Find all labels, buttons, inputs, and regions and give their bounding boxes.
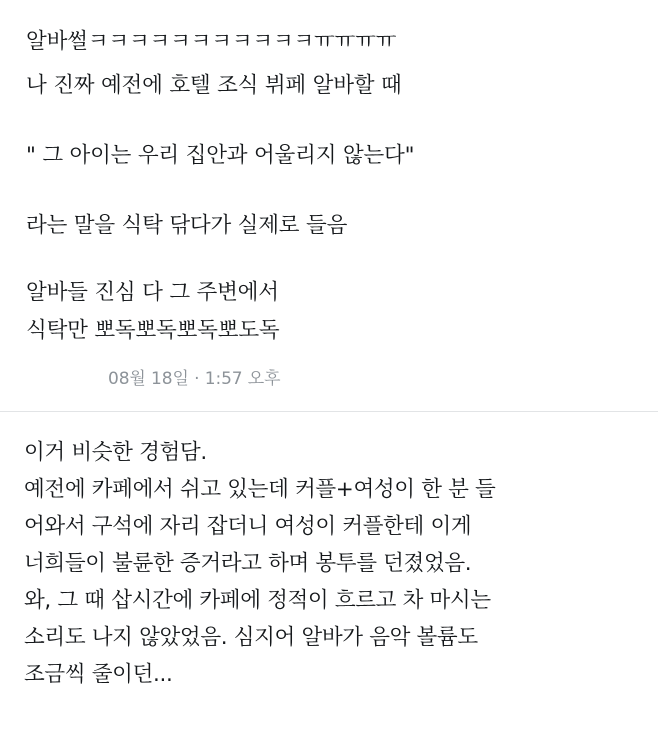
comment-line: 너희들이 불륜한 증거라고 하며 봉투를 던졌었음.	[24, 551, 472, 576]
comment-line: 이거 비슷한 경험담.	[24, 440, 207, 465]
comment-line: 어와서 구석에 자리 잡더니 여성이 커플한테 이게	[24, 514, 472, 539]
post-timestamp: 08월 18일 · 1:57 오후	[108, 369, 281, 389]
comment-line: 와, 그 때 삽시간에 카페에 정적이 흐르고 차 마시는	[24, 588, 491, 613]
comment-line: 예전에 카페에서 쉬고 있는데 커플+여성이 한 분 들	[24, 477, 496, 502]
comment-line: 소리도 나지 않았었음. 심지어 알바가 음악 볼륨도	[24, 625, 478, 650]
post-line: 나 진짜 예전에 호텔 조식 뷔페 알바할 때	[26, 73, 402, 98]
post-line: 알바썰ㅋㅋㅋㅋㅋㅋㅋㅋㅋㅋㅋㅠㅠㅠㅠ	[26, 29, 397, 54]
post-line: 라는 말을 식탁 닦다가 실제로 들음	[26, 213, 348, 238]
post-line: " 그 아이는 우리 집안과 어울리지 않는다"	[26, 143, 415, 168]
comment-body	[0, 412, 658, 693]
post-line: 식탁만 뽀독뽀독뽀독뽀도독	[26, 318, 280, 343]
post-line: 알바들 진심 다 그 주변에서	[26, 280, 279, 305]
comment-line: 조금씩 줄이던...	[24, 662, 173, 687]
